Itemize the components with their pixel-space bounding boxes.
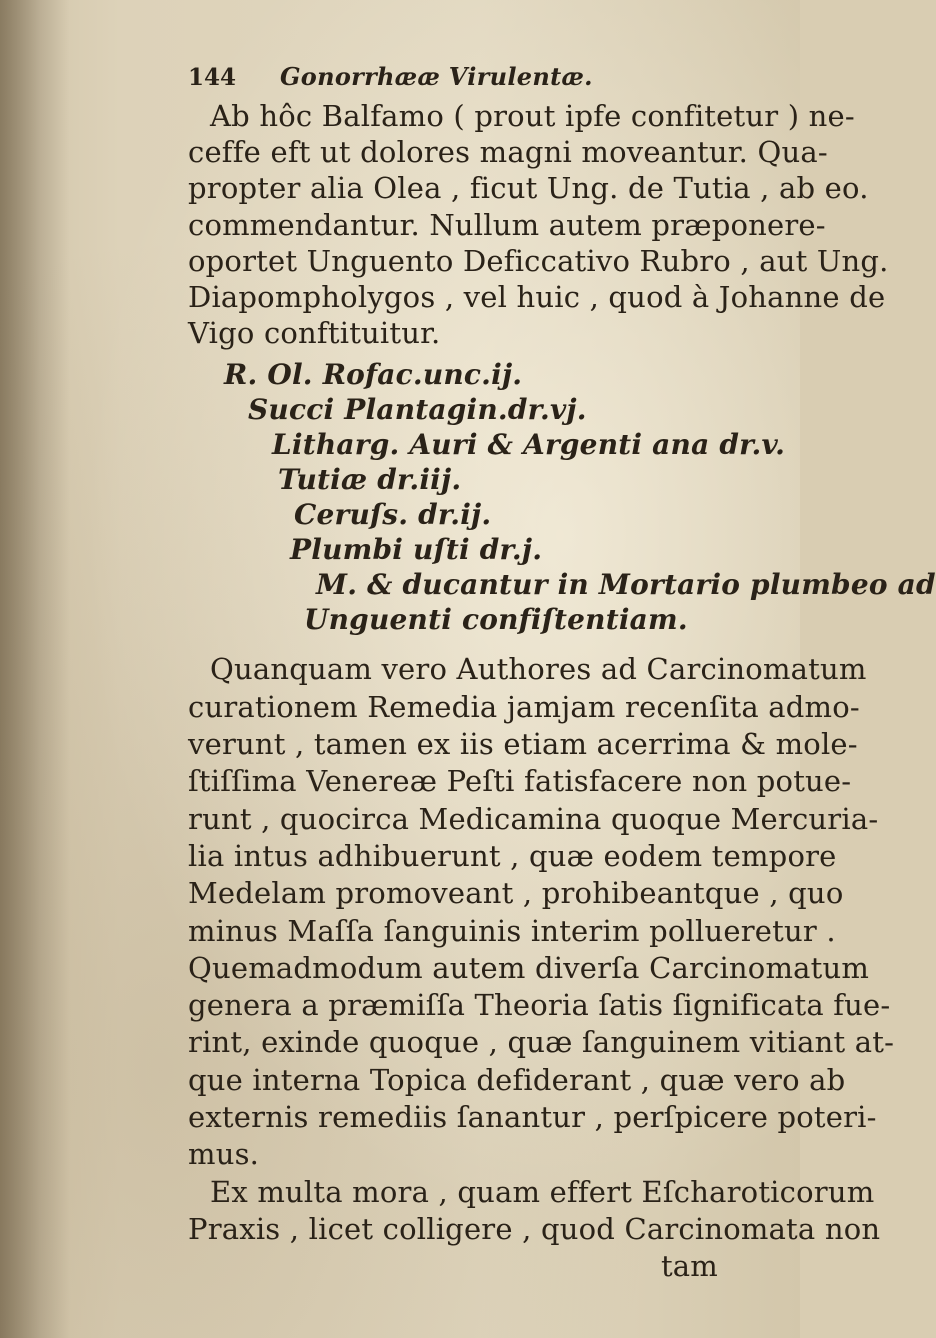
recipe-line: Unguenti confiſtentiam. [304, 603, 688, 637]
recipe-line: M. & ducantur in Mortario plumbeo ad [316, 568, 936, 602]
text-line: ceffe eft ut dolores magni moveantur. Qua- [188, 135, 828, 170]
text-line: genera a præmiſſa Theoria ſatis ſignificata fue- [188, 988, 891, 1023]
text-line: oportet Unguento Deficcativo Rubro , aut Ung. [188, 243, 889, 278]
recipe-line: Ceruſs. dr.ij. [294, 498, 492, 532]
gutter-shadow [0, 0, 70, 1338]
page-number: 144 [188, 64, 237, 91]
text-line: Quemadmodum autem diverſa Carcinomatum [188, 950, 870, 985]
text-line: lia intus adhibuerunt , quæ eodem tempore [188, 838, 837, 873]
text-line: que interna Topica defiderant , quæ vero ab [188, 1062, 846, 1097]
running-head: Gonorrhææ Virulentæ. [280, 62, 593, 91]
text-line: Ex multa mora , quam effert Eſcharoticorum [210, 1174, 875, 1209]
recipe-line: Tutiæ dr.iij. [278, 463, 462, 497]
text-line: mus. [188, 1137, 260, 1172]
text-line: Ab hôc Balfamo ( prout ipfe confitetur ) ne- [210, 99, 855, 133]
text-line: rint, exinde quoque , quæ ſanguinem vitiant at- [188, 1025, 895, 1060]
text-line: runt , quocirca Medicamina quoque Mercuria- [188, 801, 879, 836]
text-line: curationem Remedia jamjam recenſita admo- [188, 689, 860, 724]
text-line: Vigo conftituitur. [188, 316, 441, 351]
text-line: Quanquam vero Authores ad Carcinomatum [210, 652, 867, 687]
recipe-line: Plumbi uſti dr.j. [290, 533, 543, 567]
text-block [188, 62, 936, 1285]
recipe-line: R. Ol. Rofac.unc.ij. [224, 358, 523, 392]
text-line: verunt , tamen ex iis etiam acerrima & mole- [188, 727, 858, 762]
text-line: tam [660, 1249, 718, 1284]
paragraph-2 [188, 651, 895, 1285]
text-line: Diapompholygos , vel huic , quod à Johanne de [188, 280, 886, 315]
recipe-block [188, 357, 936, 637]
text-line: Praxis , licet colligere , quod Carcinomata non [188, 1211, 881, 1246]
text-line: commendantur. Nullum autem præponere- [188, 207, 826, 242]
paragraph-1 [188, 98, 889, 351]
text-line: externis remediis ſanantur , perſpicere poteri- [188, 1099, 877, 1134]
recipe-line: Litharg. Auri & Argenti ana dr.v. [272, 428, 786, 462]
text-line: ſtiſſima Venereæ Peſti fatisfacere non potue- [188, 764, 852, 799]
text-line: minus Maſſa ſanguinis interim pollueretur . [188, 913, 836, 948]
recipe-line: Succi Plantagin.dr.vj. [248, 393, 587, 427]
text-line: propter alia Olea , ficut Ung. de Tutia , ab eo. [188, 171, 869, 206]
text-line: Medelam promoveant , prohibeantque , quo [188, 876, 844, 911]
page-header [188, 62, 748, 98]
